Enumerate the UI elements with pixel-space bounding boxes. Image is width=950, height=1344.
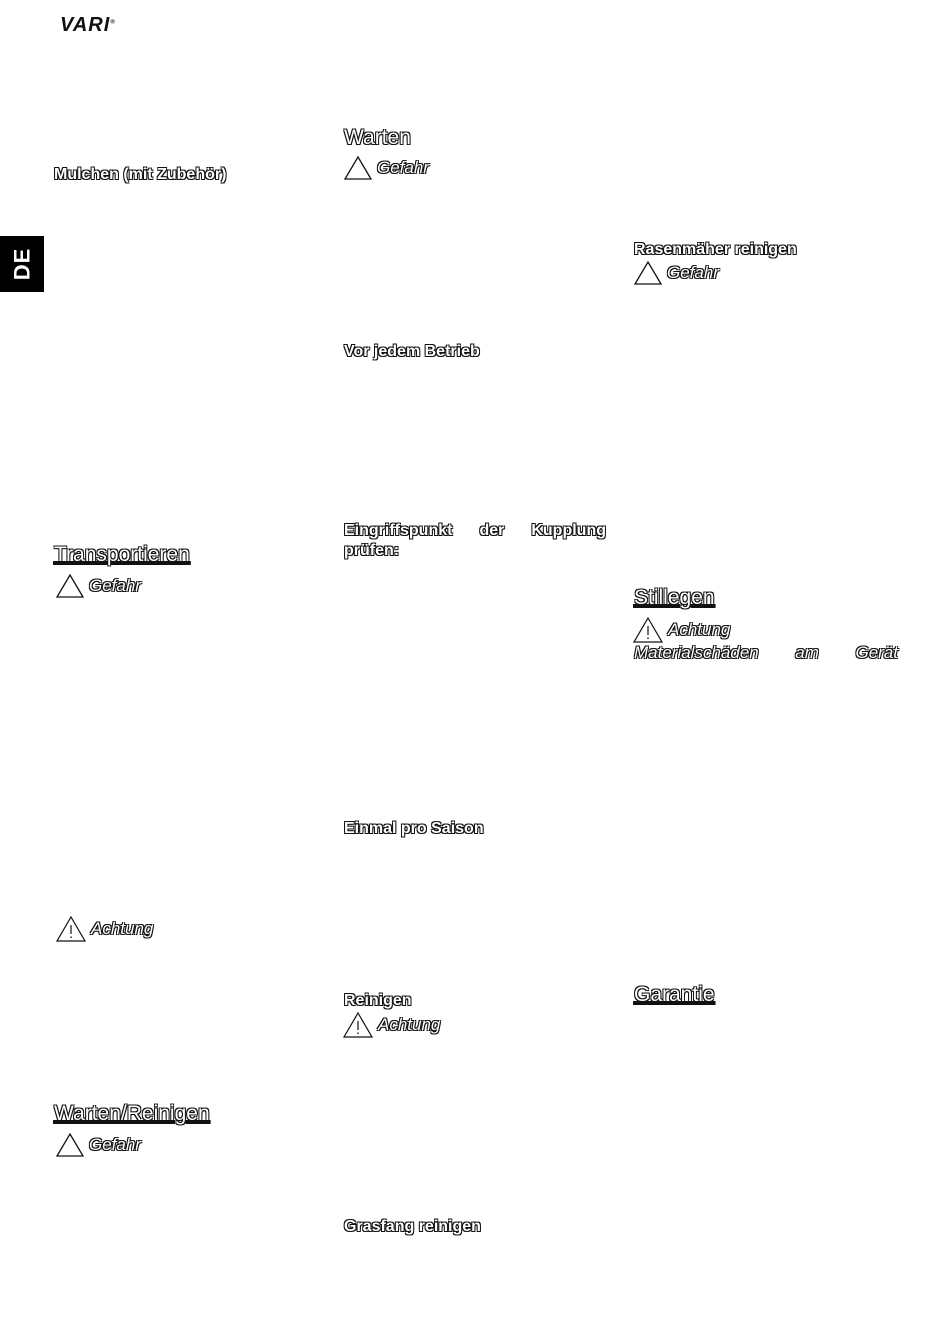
vari-logo: VARI® <box>60 14 116 36</box>
danger-triangle-icon <box>344 156 372 180</box>
heading-mulchen: Mulchen (mit Zubehör) <box>54 166 227 183</box>
heading-rasenmaeher-reinigen: Rasenmäher reinigen <box>634 241 797 258</box>
heading-eingriffspunkt: Eingriffspunkt der Kupplung <box>344 522 606 539</box>
heading-eingriffspunkt-line2: prüfen: <box>344 542 400 559</box>
warning-achtung-stillegen: Achtung <box>633 617 730 643</box>
heading-warten-reinigen: Warten/Reinigen <box>54 1102 210 1125</box>
danger-triangle-icon <box>634 261 662 285</box>
danger-triangle-icon <box>56 1133 84 1157</box>
caution-exclamation-triangle-icon <box>343 1012 373 1038</box>
warning-gefahr-rasenmaeher: Gefahr <box>634 261 719 285</box>
caution-exclamation-triangle-icon <box>633 617 663 643</box>
language-tab <box>0 236 44 292</box>
heading-warten: Warten <box>344 126 411 149</box>
heading-garantie: Garantie <box>634 983 715 1006</box>
warning-gefahr-transport: Gefahr <box>56 574 141 598</box>
heading-einmal-pro-saison: Einmal pro Saison <box>344 820 484 837</box>
language-tab-label: DE <box>9 247 34 281</box>
heading-grasfang-reinigen: Grasfang reinigen <box>344 1218 481 1235</box>
warning-achtung-reinigen: Achtung <box>343 1012 440 1038</box>
heading-vor-jedem-betrieb: Vor jedem Betrieb <box>344 343 480 360</box>
heading-transportieren: Transportieren <box>54 543 190 566</box>
heading-stillegen: Stillegen <box>634 586 715 609</box>
warning-gefahr-warten-reinigen: Gefahr <box>56 1133 141 1157</box>
danger-triangle-icon <box>56 574 84 598</box>
text-materialschaeden: Materialschäden am Gerät <box>634 643 898 662</box>
heading-reinigen: Reinigen <box>344 992 412 1009</box>
warning-gefahr-warten: Gefahr <box>344 156 429 180</box>
warning-achtung-col1: Achtung <box>56 916 153 942</box>
caution-exclamation-triangle-icon <box>56 916 86 942</box>
